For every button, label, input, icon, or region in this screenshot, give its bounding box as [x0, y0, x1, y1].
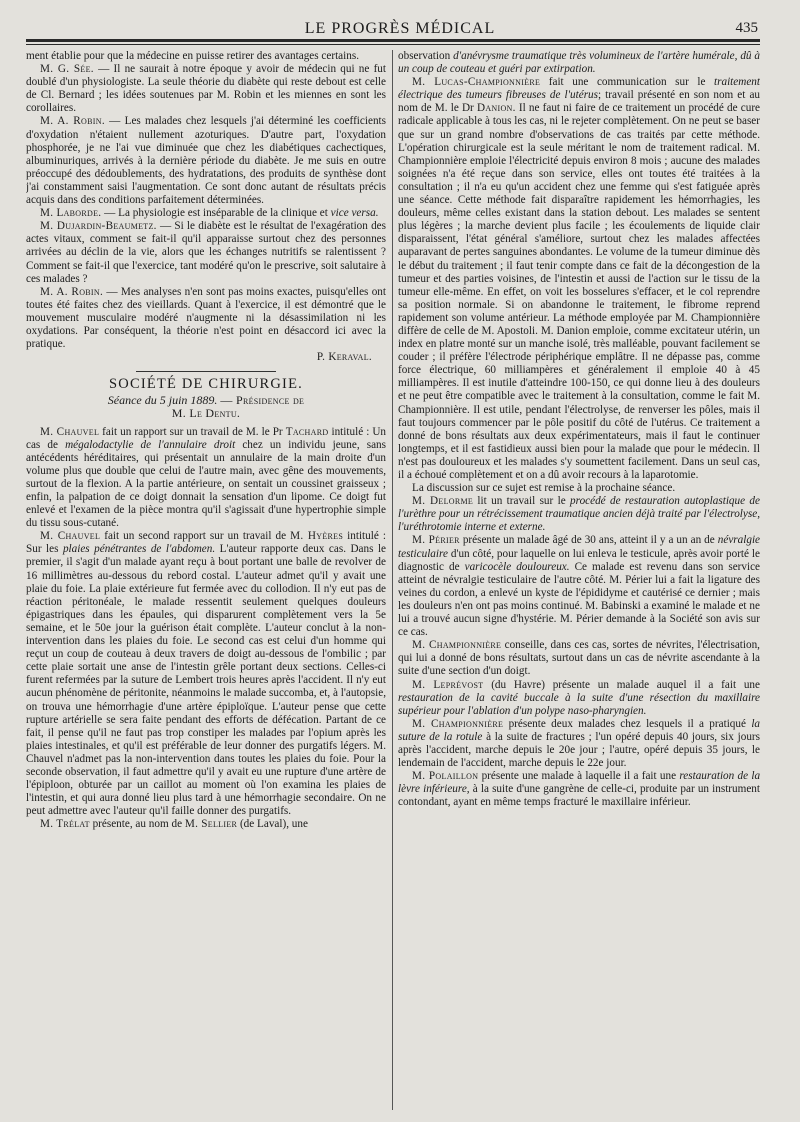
paragraph-text: présente deux malades chez lesquels il a pratiqué — [508, 717, 746, 730]
paragraph-text: à la suite d'une gangrène de celle-ci, produite par un instrument contondant, ayant en même temps fracturé le maxillaire inférieur. — [398, 783, 760, 809]
paragraph-text: — Les malades chez lesquels j'ai déterminé les coefficients d'oxydation n'étaient nullement azoturiques. D'autre part, l'oxydation phosphorée, je ne l'ai vue diminuée que chez les diabétiques cachectiques, albuminuriques, arrivés à la dernière période du diabète. Je me suis en outre préoccupé des dédoublements, des hydratations, des produits de synthèse dont j'ai constamment saisi l'augmentation. Ce sont donc autant de résultats précis acquis dans des conditions parfaitement déterminées. — [26, 115, 386, 207]
work-title: mégalodactylie de l'annulaire droit — [65, 438, 236, 451]
paragraph — [26, 426, 386, 531]
speaker-name: M. A. Robin. — [40, 285, 104, 298]
section-separator — [136, 371, 276, 372]
paragraph-text: (du Havre) présente un malade auquel il a fait une — [491, 678, 760, 691]
paragraph-text: observation — [398, 50, 451, 62]
paragraph — [398, 76, 760, 482]
paragraph-text: L'auteur rapporte deux cas. Dans le premier, il s'agit d'un malade ayant reçu à bout portant une balle de revolver de 16 millimètres au-dessous du rebord costal. L'auteur admet qu'il y avait une plaie du foie. La plaie extérieure fut fermée avec du collodion. Il n'y eut pas de réaction péritonéale, le malade ressentit seulement quelques douleurs épigastriques dans les épaules, qui disparurent complètement vers la 5e semaine, et le 50e jour la guérison était complète. L'auteur conclut à la non-intervention dans les plaies du foie. Le second cas est celui d'un homme qui reçut un coup de couteau à deux travers de doigt au-dessous de l'ombilic ; par cette plaie sortait une anse de l'intestin grêle portant deux sections. Celles-ci furent refermées par la suture de Lembert trois heures après l'accident. Il n'y eut aucun phénomène de péritonite, néanmoins le malade succomba, et, à l'autopsie, on trouva une hémorrhagie d'une artère épiploïque. L'auteur pense que cette rupture artérielle se sera faite pendant des efforts de défécation. Partant de ce fait, il pense qu'il ne faut pas trop constiper les malades par l'opium après les plaies intestinales, et qu'il est préférable de leur donner des purgatifs légers. M. Chauvel n'admet pas la non-intervention dans toutes les plaies du foie. Pour la seconde observation, il faut admettre qu'il y avait eu une rupture d'une artère de l'épiploon, obturée par un caillot au moment où l'on examina les plaies de l'intestin, et qui aura donné lieu plus tard à une hémorrhagie secondaire. On ne peut admettre avec l'auteur qu'il faille donner des purgatifs. — [26, 543, 386, 818]
person-name: M. Hyères — [290, 530, 344, 543]
paragraph-text: ; travail présenté en son nom et au nom de M. le Dr — [398, 89, 760, 115]
paragraph — [26, 818, 386, 831]
work-title: plaies pénétrantes de l'abdomen. — [62, 543, 216, 556]
paragraph — [398, 770, 760, 809]
presidence-label: — Présidence de — [220, 393, 305, 408]
running-title: LE PROGRÈS MÉDICAL — [304, 20, 496, 37]
right-column — [398, 50, 760, 1116]
speaker-name: M. Chauvel — [40, 425, 100, 438]
page-header — [0, 0, 800, 44]
speaker-name: M. Polaillon — [412, 770, 479, 783]
work-title: restauration de la cavité buccale à la suite d'une résection du maxillaire supérieur pour l'ablation d'un polype naso-pharyngien. — [398, 691, 760, 717]
signature-name: P. Keraval. — [316, 351, 372, 364]
column-divider — [392, 50, 393, 1110]
paragraph-text: — Il ne saurait à notre époque y avoir de médecin qui ne fut doublé d'un physiologiste. La seule théorie du diabète qui reste debout est celle de Cl. Bernard ; les idées soutenues par M. Robin et les miennes en sont les corollaires. — [26, 63, 386, 115]
paragraph — [398, 718, 760, 770]
speaker-name: M. Dujardin-Beaumetz. — [40, 220, 157, 233]
president-name: M. Le Dentu. — [171, 406, 241, 421]
paragraph — [26, 530, 386, 818]
paragraph — [398, 534, 760, 639]
speaker-name: M. Lucas-Championnière — [412, 76, 541, 89]
italic-text: vice versa. — [330, 207, 379, 220]
paragraph — [398, 495, 760, 534]
paragraph-text: présente, au nom de — [92, 818, 183, 831]
speaker-name: M. Laborde. — [40, 207, 102, 220]
person-name: Tachard — [285, 425, 329, 438]
page-number: 435 — [735, 20, 758, 36]
session-date: Séance du 5 juin 1889. — [107, 393, 218, 408]
paragraph-text: — Si le diabète est le résultat de l'exagération des actes vitaux, comment se fait-il qu'il apparaisse surtout chez des personnes arrivées au déclin de la vie, alors que les échanges nutritifs se ralentissent ? Comment se fait-il que l'exercice, tant modéré qu'on le prescrive, soit salutaire à ces malades ? — [26, 220, 386, 285]
section-title: SOCIÉTÉ DE CHIRURGIE. — [109, 376, 303, 393]
speaker-name: M. Championnière — [412, 639, 502, 652]
speaker-name: M. Trélat — [40, 818, 90, 831]
work-title: restauration de la lèvre inférieure, — [398, 770, 760, 796]
work-title: traitement électrique des tumeurs fibreuses de l'utérus — [398, 76, 760, 102]
paragraph-text: présente un malade âgé de 30 ans, atteint il y a un an de — [462, 534, 715, 547]
speaker-name: M. Championnière — [412, 717, 504, 730]
work-title: la suture de la rotule — [398, 717, 760, 743]
paragraph: ment établie pour que la médecine en puisse retirer des avantages certains. — [26, 50, 359, 62]
header-rule — [26, 39, 760, 42]
paragraph — [26, 207, 386, 220]
paragraph-text: fait un rapport sur un travail de M. le Pr — [102, 425, 283, 438]
italic-text: varicocèle douloureux. — [464, 560, 570, 573]
paragraph-text: intitulé : Sur les — [26, 530, 386, 556]
paragraph-text: Il ne faut ni faire de ce traitement un procédé de cure radicale applicable à tous les cas, ni le rejeter complètement. On ne peut se baser que sur un grand nombre d'observations de cas traités par cette méthode. L'opération chirurgicale est la seule méritant le nom de traitement radical. M. Championnière emploie l'électricité depuis environ 8 mois ; aucune des malades soignées n'a été reçue dans son service, elles ont toutes été traitées à la consultation ; il n'a eu qu'un accident chez une femme qui s'est fatiguée après une séance. Cette méthode fait disparaître rapidement les hémorrhagies, les douleurs, même celles existant dans la station debout. Les malades se sentent plus légères ; la marche devient plus facile ; les écoulements de liquide clair disparaissent, l'état général s'améliore, surtout chez les malades affectées auparavant de pertes sanguines abondantes. Le volume de la tumeur diminue dès le début du traitement ; il faut tenir compte dans ce fait de la décongestion de la tumeur et des parties voisines, de l'intestin et aussi de l'action sur le tissu de la tumeur elle-même. En effet, on voit les bosselures s'effacer, et le col reprendre sa position normale. Si on abandonne le traitement, le fibrome reprend rapidement son volume antérieur. La méthode employée par M. Championnière diffère de celle de M. Apostoli. M. Danion emploie, comme excitateur utérin, un index en platre monté sur un manche isolé, très malléable, pouvant facilement se couder ; il préfère l'électrode périphérique emplâtre. Il ne dépasse pas, comme force électrique, 60 milliampères et généralement il emploie 40 à 45 milliampères. Il est inutile d'atteindre 100-150, ce qui donne lieu à des douleurs et ne peut être compatible avec le traitement à la consultation, comme le fait M. Championnière. Il est utile, pendant l'électrolyse, de renverser les pôles, mais il faut toujours commencer par le pôle positif du côté de l'utérus. Ce traitement a donné de bons résultats aux deux expérimentateurs, mais il faut le continuer longtemps, et il est fastidieux aussi bien pour la malade que pour le médecin. Il n'est pas douloureux et les malades s'y soumettent facilement. Dans un seul cas, il a échoué complètement et on a dû avoir recours à la laparotomie. — [398, 102, 760, 481]
speaker-name: M. Chauvel — [40, 530, 101, 543]
speaker-name: M. G. Sée. — [40, 63, 94, 76]
person-name: Danion. — [476, 102, 516, 115]
paragraph-text: à la suite de fractures ; l'un opéré depuis 40 jours, six jours après l'accident, marche depuis le 20e jour ; l'autre, opéré depuis 35 jours, le lendemain de l'accident, marche depuis le 22e jour. — [398, 730, 760, 770]
speaker-name: M. Leprévost — [412, 678, 484, 691]
paragraph — [26, 63, 386, 115]
paragraph-text: — Mes analyses n'en sont pas moins exactes, puisqu'elles ont toutes été faites chez des vieillards. Quant à l'exercice, il est démontré que le mouvement musculaire modéré n'augmente ni la désassimilation ni les oxydations. Par conséquent, la théorie n'est point en désaccord ici avec la pratique. — [26, 285, 386, 351]
paragraph — [398, 679, 760, 718]
work-title: d'anévrysme traumatique très volumineux de l'artère humérale, dû à un coup de couteau et guéri par extirpation. — [398, 50, 760, 76]
paragraph — [26, 220, 386, 285]
paragraph-text: fait une communication sur le — [548, 76, 706, 89]
speaker-name: M. A. Robin. — [40, 115, 105, 128]
paragraph-text: fait un second rapport sur un travail de — [104, 530, 287, 543]
person-name: M. Sellier — [184, 818, 238, 831]
paragraph — [26, 286, 386, 351]
paragraph-text: Ce malade est revenu dans son service atteint de névralgie testiculaire de l'autre côté. M. Périer lui a fait la ligature des veines du cordon, a enlevé un kyste de l'épididyme et cautérisé ce dernier ; mais les douleurs n'en ont pas moins continué. M. Babinski a examiné le malade et ne lui a trouvé aucun signe d'hystérie. M. Périer demande à la Société son avis sur ce cas. — [398, 560, 760, 639]
speaker-name: M. Delorme — [412, 495, 474, 508]
paragraph-text: — La physiologie est inséparable de la clinique et — [104, 207, 328, 220]
paragraph-text: conseille, dans ces cas, sortes de névrites, l'électrisation, qui lui a donné de bons résultats, surtout dans un cas de névrite ascendante à la suite d'une section d'un doigt. — [398, 639, 760, 678]
work-title: procédé de restauration autoplastique de l'urèthre pour un rétrécissement traumatique ancien déjà traité par l'électrolyse, l'uréthrotomie interne et externe. — [398, 495, 760, 534]
paragraph-text: présente une malade à laquelle il a fait une — [481, 770, 677, 783]
left-column — [26, 50, 386, 1116]
speaker-name: M. Périer — [412, 534, 460, 547]
paragraph-text: d'un côté, pour laquelle on lui enleva le testicule, après avoir porté le diagnostic de — [398, 547, 760, 573]
paragraph: La discussion sur ce sujet est remise à la prochaine séance. — [412, 482, 676, 495]
paragraph — [398, 50, 760, 76]
paragraph-text: intitulé : Un cas de — [26, 425, 386, 451]
signature — [26, 351, 386, 364]
paragraph — [26, 115, 386, 207]
paragraph-text: lit un travail sur le — [477, 495, 566, 508]
paragraph — [398, 639, 760, 678]
paragraph-text: (de Laval), une — [239, 818, 308, 831]
paragraph-text: chez un individu jeune, sans antécédents héréditaires, qui présentait un annulaire de la main droite d'un volume plus que double que celui de l'autre main, avec gêne des mouvements, surtout de la flexion. A la partie antérieure, on sentait un coussinet graisseux ; enfin, la palpation de ce doigt donnait la sensation d'un lipome. Ce doigt fut enlevé et l'examen de la pièce montra qu'il s'agissait d'une hypertrophie simple du tissu sous-cutané. — [26, 438, 386, 530]
italic-text: névralgie testiculaire — [398, 534, 760, 560]
header-rule-thin — [26, 44, 760, 45]
